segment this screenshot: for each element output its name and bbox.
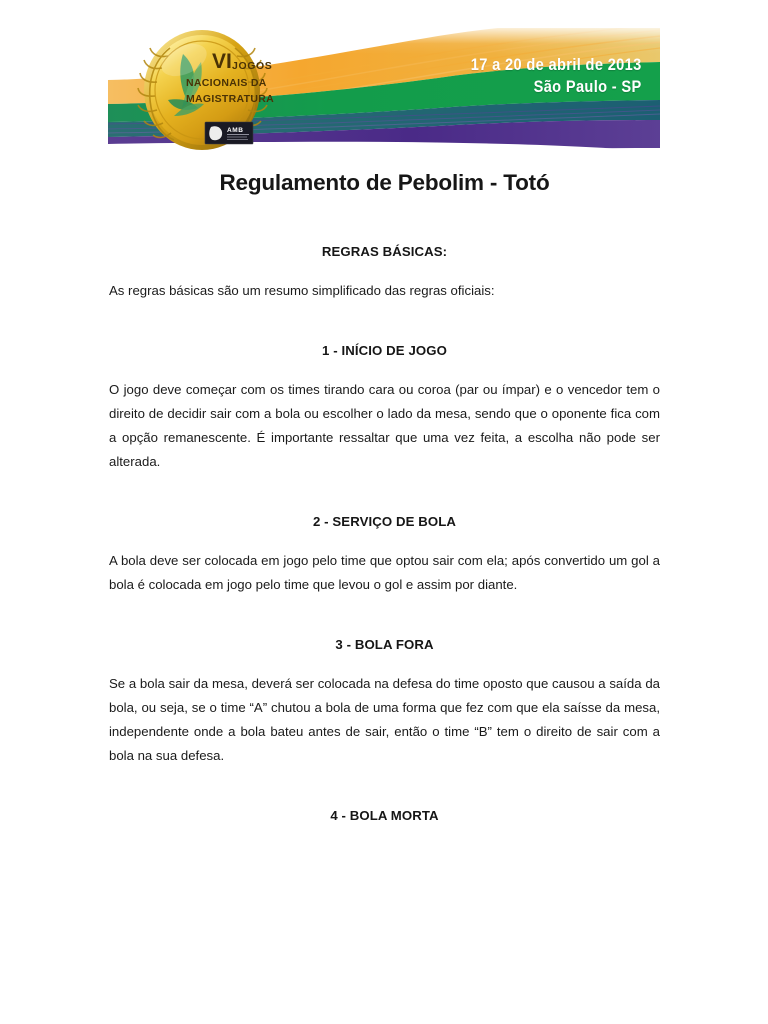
basic-rules-intro: As regras básicas são um resumo simplificado das regras oficiais: [109,283,495,298]
banner-place-line: São Paulo - SP [534,76,642,96]
banner-event-info [471,54,642,98]
document-content [109,152,660,823]
svg-text:AMB: AMB [227,127,244,134]
medal-magistratura-label: MAGISTRATURA [186,93,274,105]
section-3-body: Se a bola sair da mesa, deverá ser colocada na defesa do time oposto que causou a saída da bola, ou seja, se o time “A” chutou a bola de uma forma que fez com que ela saísse da mesa, independente onde a bola bateu antes de sair, então o time “B” tem o direito de sair com a bola na sua defesa. [109,676,660,764]
section-2-heading: 2 - SERVIÇO DE BOLA [312,514,457,530]
amb-badge-icon [205,122,253,144]
section-3-heading: 3 - BOLA FORA [335,637,434,653]
page-title: Regulamento de Pebolim - Totó [219,170,550,195]
medal-jogos-label: JOGOS [232,60,273,72]
section-4-heading: 4 - BOLA MORTA [330,808,439,824]
medal-roman-numeral: VI [212,50,232,73]
section-2-body: A bola deve ser colocada em jogo pelo time que optou sair com ela; após convertido um gol a bola é colocada em jogo pelo time que levou o gol e assim por diante. [109,553,660,593]
event-banner [108,28,660,152]
basic-rules-heading: REGRAS BÁSICAS: [321,244,448,259]
medal-nacionais-label: NACIONAIS DA [186,77,267,89]
section-1-body: O jogo deve começar com os times tirando cara ou coroa (par ou ímpar) e o vencedor tem o direito de decidir sair com a bola ou escolher o lado da mesa, sendo que o oponente fica com a opção remanescente. É importante ressaltar que uma vez feita, a escolha não pode ser alterada. [109,382,660,470]
section-1-heading: 1 - INÍCIO DE JOGO [322,343,447,359]
banner-date-line: 17 a 20 de abril de 2013 [471,55,642,74]
